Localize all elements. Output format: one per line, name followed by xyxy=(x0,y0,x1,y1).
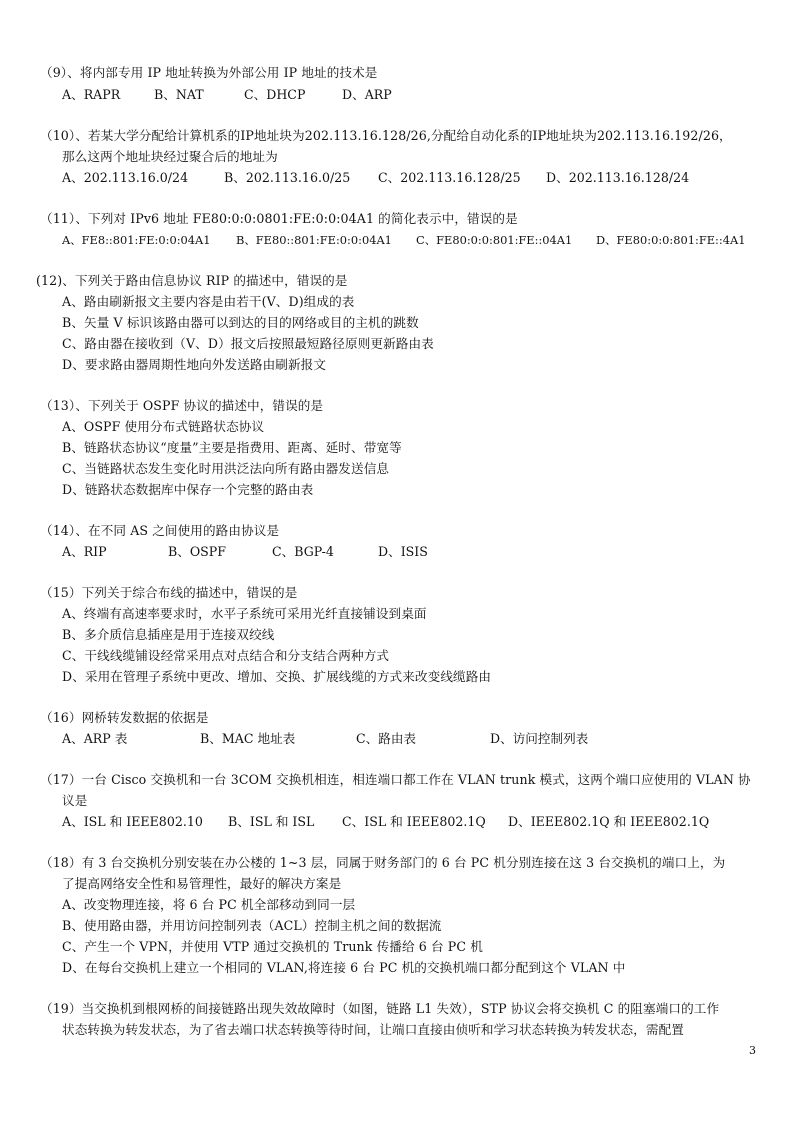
question-17-stem-continued: 议是 xyxy=(62,793,88,808)
option-c: C、产生一个 VPN，并使用 VTP 通过交换机的 Trunk 传播给 6 台 PC 机 xyxy=(62,939,483,954)
option-d: D、ISIS xyxy=(378,544,428,559)
option-c: C、干线线缆铺设经常采用点对点结合和分支结合两种方式 xyxy=(62,648,390,663)
option-b: B、NAT xyxy=(154,87,204,102)
question-19-stem: （19）当交换机到根网桥的间接链路出现失效故障时（如图，链路 L1 失效），STP 协议会将交换机 C 的阻塞端口的工作 xyxy=(40,1001,720,1016)
option-a: A、终端有高速率要求时，水平子系统可采用光纤直接铺设到桌面 xyxy=(62,606,427,621)
question-9-stem: （9）、将内部专用 IP 地址转换为外部公用 IP 地址的技术是 xyxy=(40,65,378,80)
option-b: B、多介质信息插座是用于连接双绞线 xyxy=(62,627,275,642)
option-d: D、访问控制列表 xyxy=(490,731,589,746)
option-b: B、ISL 和 ISL xyxy=(228,814,315,829)
question-11-stem: （11）、下列对 IPv6 地址 FE80:0:0:0801:FE:0:0:04A1 的简化表示中，错误的是 xyxy=(40,211,518,226)
option-a: A、路由刷新报文主要内容是由若干(V、D)组成的表 xyxy=(62,294,355,309)
option-d: D、ARP xyxy=(342,87,392,102)
option-c: C、BGP-4 xyxy=(272,544,334,559)
option-a: A、202.113.16.0/24 xyxy=(62,170,189,185)
option-a: A、RIP xyxy=(62,544,107,559)
option-d: D、IEEE802.1Q 和 IEEE802.1Q xyxy=(508,814,710,829)
option-b: B、FE80::801:FE:0:0:04A1 xyxy=(236,233,392,247)
option-b: B、链路状态协议“度量”主要是指费用、距离、延时、带宽等 xyxy=(62,440,402,455)
question-17-stem: （17）一台 Cisco 交换机和一台 3COM 交换机相连，相连端口都工作在 VLAN trunk 模式，这两个端口应使用的 VLAN 协 xyxy=(40,772,751,787)
option-b: B、MAC 地址表 xyxy=(200,731,296,746)
question-18-stem-continued: 了提高网络安全性和易管理性，最好的解决方案是 xyxy=(62,876,342,891)
question-10-stem: （10）、若某大学分配给计算机系的IP地址块为202.113.16.128/26,分配给自动化系的IP地址块为202.113.16.192/26， xyxy=(40,128,732,143)
option-c: C、路由表 xyxy=(356,731,417,746)
option-c: C、路由器在接收到（V、D）报文后按照最短路径原则更新路由表 xyxy=(62,336,434,351)
option-a: A、FE8::801:FE:0:0:04A1 xyxy=(62,233,211,247)
option-d: D、202.113.16.128/24 xyxy=(546,170,690,185)
question-13-stem: （13）、下列关于 OSPF 协议的描述中，错误的是 xyxy=(40,398,324,413)
option-c: C、FE80:0:0:801:FE::04A1 xyxy=(416,233,573,247)
option-a: A、ISL 和 IEEE802.10 xyxy=(62,814,203,829)
option-d: D、FE80:0:0:801:FE::4A1 xyxy=(596,233,746,247)
option-b: B、OSPF xyxy=(168,544,227,559)
option-c: C、当链路状态发生变化时用洪泛法向所有路由器发送信息 xyxy=(62,461,390,476)
option-a: A、ARP 表 xyxy=(62,731,128,746)
option-d: D、采用在管理子系统中更改、增加、交换、扩展线缆的方式来改变线缆路由 xyxy=(62,669,492,684)
option-d: D、在每台交换机上建立一个相同的 VLAN,将连接 6 台 PC 机的交换机端口都分配到这个 VLAN 中 xyxy=(62,960,626,975)
option-c: C、202.113.16.128/25 xyxy=(378,170,521,185)
option-b: B、使用路由器，并用访问控制列表（ACL）控制主机之间的数据流 xyxy=(62,918,442,933)
question-16-stem: （16）网桥转发数据的依据是 xyxy=(40,710,209,725)
question-18-stem: （18）有 3 台交换机分别安装在办公楼的 1~3 层，同属于财务部门的 6 台 PC 机分别连接在这 3 台交换机的端口上，为 xyxy=(40,855,726,870)
option-c: C、ISL 和 IEEE802.1Q xyxy=(342,814,486,829)
option-a: A、改变物理连接，将 6 台 PC 机全部移动到同一层 xyxy=(62,897,356,912)
question-15-stem: （15）下列关于综合布线的描述中，错误的是 xyxy=(40,585,298,600)
option-a: A、OSPF 使用分布式链路状态协议 xyxy=(62,419,265,434)
option-d: D、要求路由器周期性地向外发送路由刷新报文 xyxy=(62,357,327,372)
option-a: A、RAPR xyxy=(62,87,121,102)
question-12-stem: (12)、下列关于路由信息协议 RIP 的描述中，错误的是 xyxy=(36,273,348,288)
option-b: B、矢量 V 标识该路由器可以到达的目的网络或目的主机的跳数 xyxy=(62,315,419,330)
page-number: 3 xyxy=(749,1044,756,1057)
question-19-stem-continued: 状态转换为转发状态，为了省去端口状态转换等待时间，让端口直接由侦听和学习状态转换为转发状态，需配置 xyxy=(62,1022,684,1037)
question-10-stem-continued: 那么这两个地址块经过聚合后的地址为 xyxy=(62,149,278,164)
option-b: B、202.113.16.0/25 xyxy=(224,170,351,185)
option-d: D、链路状态数据库中保存一个完整的路由表 xyxy=(62,482,314,497)
option-c: C、DHCP xyxy=(244,87,306,102)
question-14-stem: （14）、在不同 AS 之间使用的路由协议是 xyxy=(40,523,280,538)
